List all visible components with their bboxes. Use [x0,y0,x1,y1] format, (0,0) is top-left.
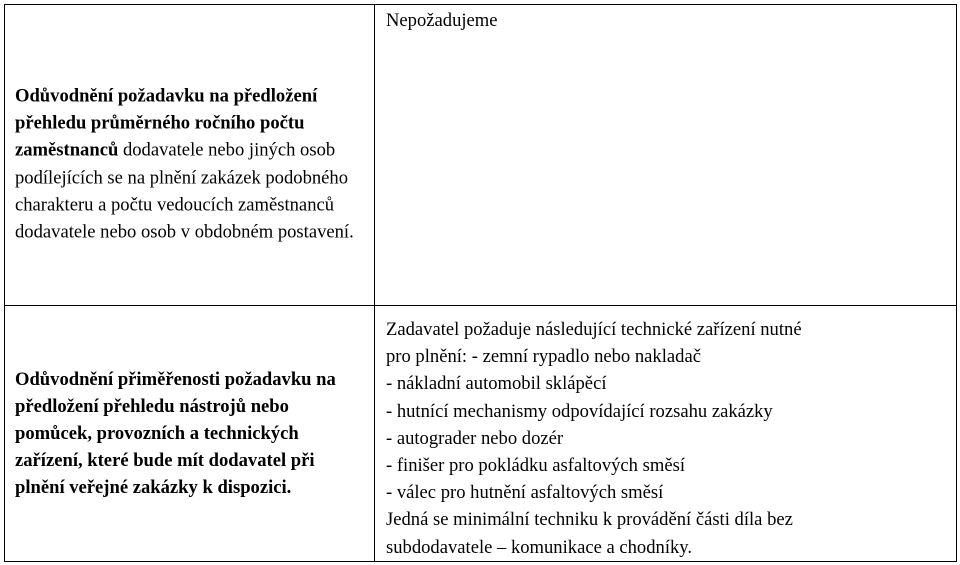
table-row [5,306,957,562]
table-row [5,5,957,306]
row-label-regular: dodavatele nebo jiných osob podílejících se na plnění zakázek podobného charakteru a počtu vedoucích zaměstnanců dodavatele nebo osob v obdobném postavení. [15,139,354,243]
row-label-bold: Odůvodnění přiměřenosti požadavku na předložení přehledu nástrojů nebo pomůcek, provozních a technických zařízení, které bude mít dodavatel při plnění veřejné zakázky k dispozici. [15,368,336,499]
row-label [15,365,364,501]
row-label-cell [5,5,375,306]
row-label [15,82,364,245]
requirements-table [4,4,957,562]
row-label-cell [5,306,375,562]
row-value: Nepožadujeme [386,10,498,31]
row-value-cell [375,306,957,562]
row-label-bold: Odůvodnění požadavku na předložení přehledu průměrného ročního počtu zaměstnanců [15,85,318,161]
row-value-cell [375,5,957,306]
row-value: Zadavatel požaduje následující technické zařízení nutné pro plnění: - zemní rypadlo nebo nakladač - nákladní automobil sklápěcí - hutnící mechanismy odpovídající rozsahu zakázky - autograder nebo dozér - finišer pro pokládku asfaltových směsí - válec pro hutnění asfaltových směsí Jedná se minimální techniku k provádění části díla bez subdodavatele – komunikace a chodníky. [386,319,802,558]
